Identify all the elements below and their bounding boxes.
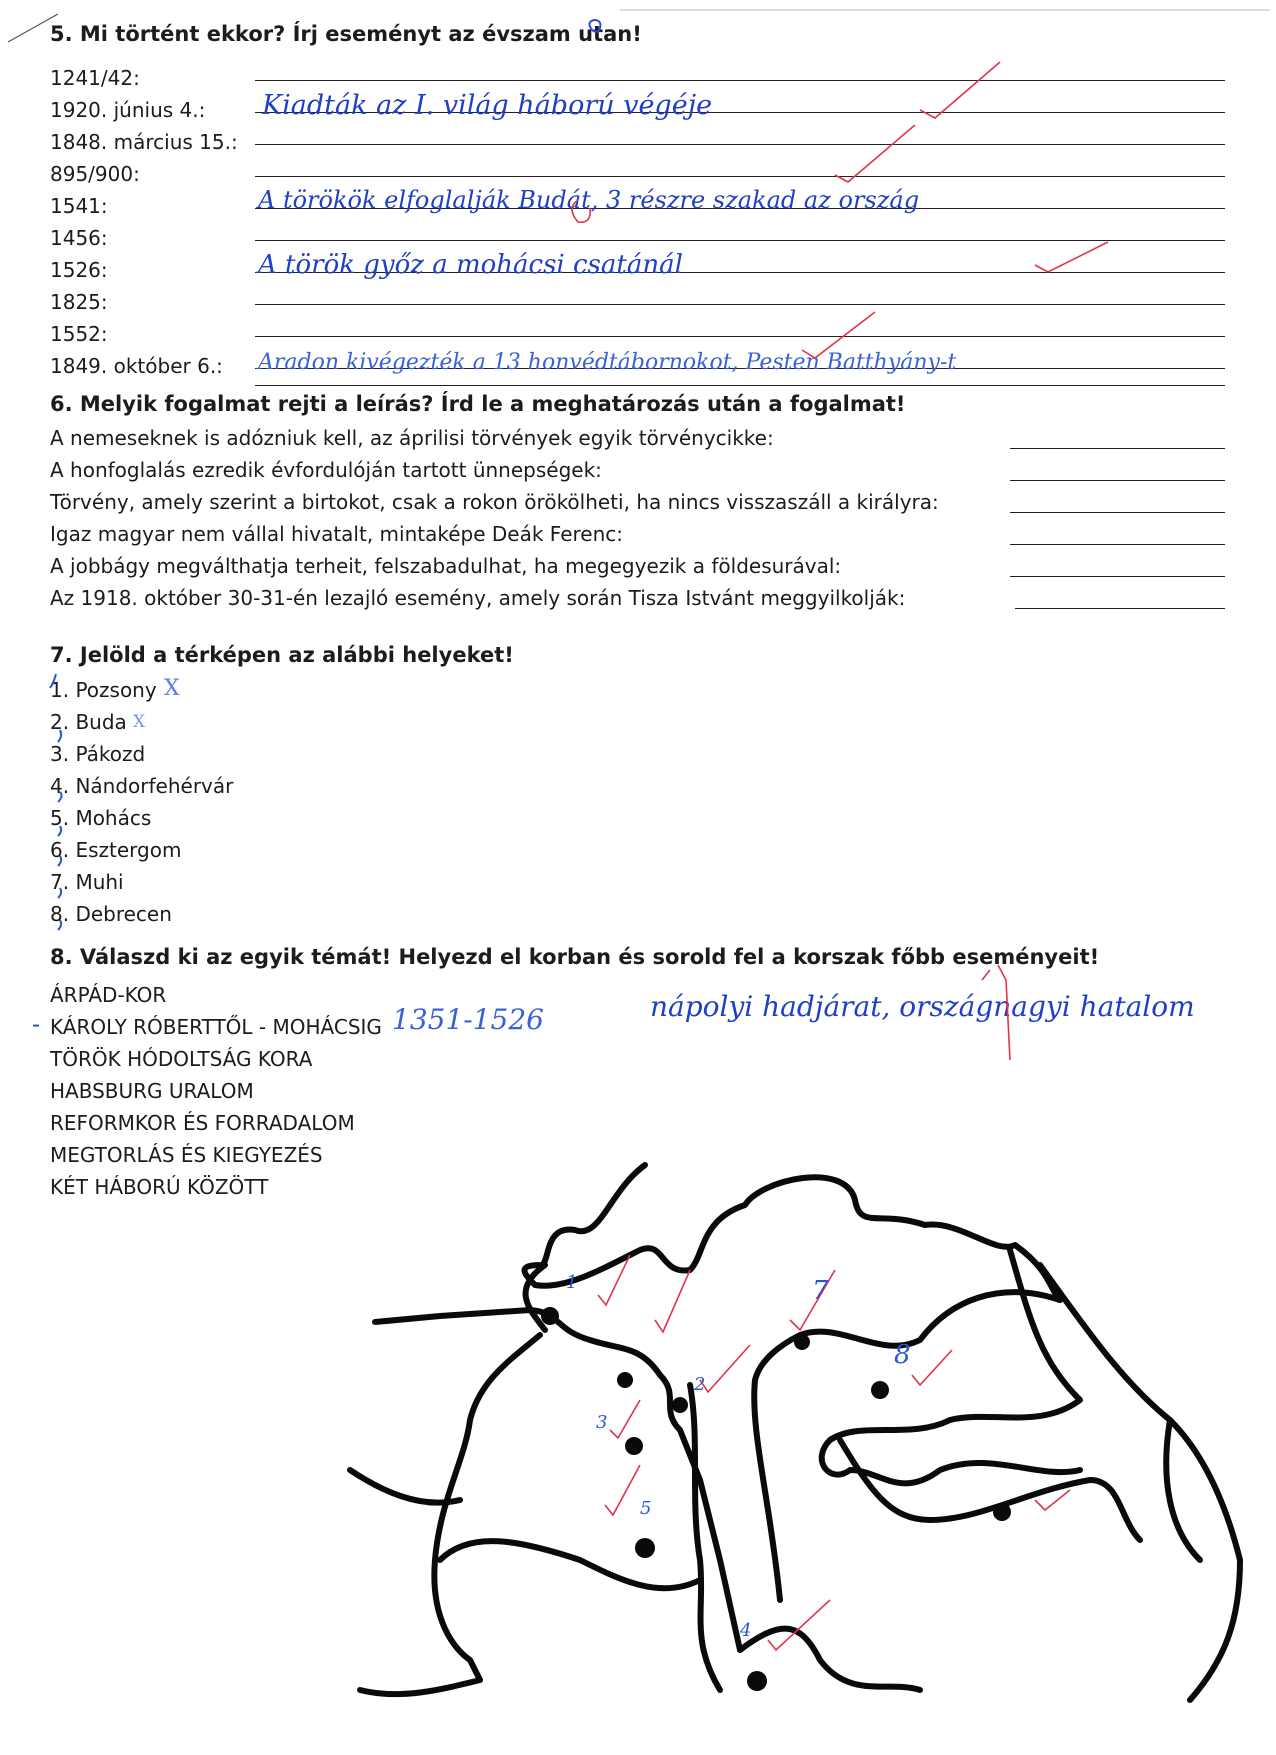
check-mark: [1035, 242, 1108, 272]
place-item: 3. Pákozd: [50, 742, 146, 766]
date-label: 1848. március 15.:: [50, 130, 238, 154]
city-marker: [747, 1671, 767, 1691]
place-item: 4. Nándorfehérvár: [50, 774, 234, 798]
handwritten-answer: Aradon kivégezték a 13 honvédtábornokot, Pesten Batthyány-t: [258, 350, 957, 375]
number-mark: [58, 856, 61, 866]
tick-mark: X: [133, 712, 146, 732]
topic-item: REFORMKOR ÉS FORRADALOM: [50, 1111, 355, 1135]
handwritten-answer: A törökök elfoglalják Budát, 3 részre szakad az ország: [258, 186, 920, 214]
topic-item: KÉT HÁBORÚ KÖZÖTT: [50, 1175, 269, 1199]
city-marker: [617, 1372, 633, 1388]
city-marker: [625, 1437, 643, 1455]
section7-heading: 7. Jelöld a térképen az alábbi helyeket!: [50, 643, 514, 667]
selection-mark: -: [32, 1010, 41, 1038]
check-mark: [802, 312, 875, 358]
date-label: 1456:: [50, 226, 108, 250]
doodle-mark: [589, 20, 600, 32]
definition-item: Törvény, amely szerint a birtokot, csak a rokon örökölheti, ha nincs visszaszáll a királyra:: [50, 490, 939, 514]
date-label: 1920. június 4.:: [50, 98, 206, 122]
place-item: 6. Esztergom: [50, 838, 182, 862]
date-label: 1825:: [50, 290, 108, 314]
number-mark: [58, 826, 61, 836]
city-marker: [635, 1538, 655, 1558]
map-marker-label: 3: [596, 1412, 608, 1433]
number-mark: [58, 730, 61, 742]
city-markers: [541, 1307, 1011, 1691]
city-marker: [672, 1397, 688, 1413]
topic-item: HABSBURG URALOM: [50, 1079, 254, 1103]
section6-heading: 6. Melyik fogalmat rejti a leírás? Írd le a meghatározás után a fogalmat!: [50, 392, 906, 416]
number-mark: [58, 920, 61, 930]
handwritten-years: 1351-1526: [392, 1003, 544, 1036]
city-marker: [794, 1334, 810, 1350]
city-marker: [541, 1307, 559, 1325]
city-marker: [993, 1503, 1011, 1521]
topic-item: KÁROLY RÓBERTTŐL - MOHÁCSIG: [50, 1015, 382, 1039]
date-label: 1541:: [50, 194, 108, 218]
check-mark: [982, 965, 1010, 1060]
place-item: 5. Mohács: [50, 806, 152, 830]
topic-item: MEGTORLÁS ÉS KIEGYEZÉS: [50, 1143, 323, 1167]
place-item: 8. Debrecen: [50, 902, 172, 926]
definition-item: Az 1918. október 30-31-én lezajló esemény, amely során Tisza Istvánt meggyilkolják:: [50, 586, 906, 610]
topic-item: TÖRÖK HÓDOLTSÁG KORA: [50, 1047, 313, 1071]
handwritten-answer: nápolyi hadjárat, országnagyi hatalom: [650, 990, 1195, 1023]
check-mark: [920, 62, 1000, 118]
map-marker-label: 1: [566, 1272, 578, 1293]
definition-item: A jobbágy megválthatja terheit, felszabadulhat, ha megegyezik a földesurával:: [50, 554, 842, 578]
date-label: 1241/42:: [50, 66, 140, 90]
correction-mark: [572, 200, 590, 222]
definition-item: Igaz magyar nem vállal hivatalt, mintaképe Deák Ferenc:: [50, 522, 623, 546]
section5-heading: 5. Mi történt ekkor? Írj eseményt az évszam utan!: [50, 22, 642, 46]
topic-item: ÁRPÁD-KOR: [50, 983, 167, 1007]
map-marker-label: 8: [894, 1340, 911, 1370]
map-marker-label: 5: [640, 1498, 652, 1519]
date-label: 895/900:: [50, 162, 140, 186]
definition-item: A honfoglalás ezredik évfordulóján tartott ünnepségek:: [50, 458, 602, 482]
place-item: 1. Pozsony: [50, 678, 157, 702]
date-label: 1552:: [50, 322, 108, 346]
handwritten-answer: Kiadták az I. világ háború végéje: [262, 90, 713, 121]
check-mark: [835, 125, 915, 182]
number-mark: [58, 888, 61, 898]
definition-item: A nemeseknek is adózniuk kell, az áprilisi törvények egyik törvénycikke:: [50, 426, 774, 450]
date-label: 1526:: [50, 258, 108, 282]
corner-stroke: [8, 14, 58, 42]
place-item: 7. Muhi: [50, 870, 124, 894]
map-marker-label: 7: [812, 1276, 829, 1306]
handwritten-answer: A török győz a mohácsi csatánál: [258, 250, 683, 280]
number-mark: [50, 674, 56, 688]
tick-mark: X: [164, 676, 180, 701]
section8-heading: 8. Válaszd ki az egyik témát! Helyezd el korban és sorold fel a korszak főbb eseményeit!: [50, 945, 1100, 969]
map-marker-label: 2: [694, 1374, 706, 1395]
city-marker: [871, 1381, 889, 1399]
map-outline: [350, 1165, 1240, 1700]
date-label: 1849. október 6.:: [50, 354, 223, 378]
map-marker-label: 4: [740, 1620, 752, 1641]
number-mark: [58, 792, 62, 802]
place-item: 2. Buda: [50, 710, 127, 734]
